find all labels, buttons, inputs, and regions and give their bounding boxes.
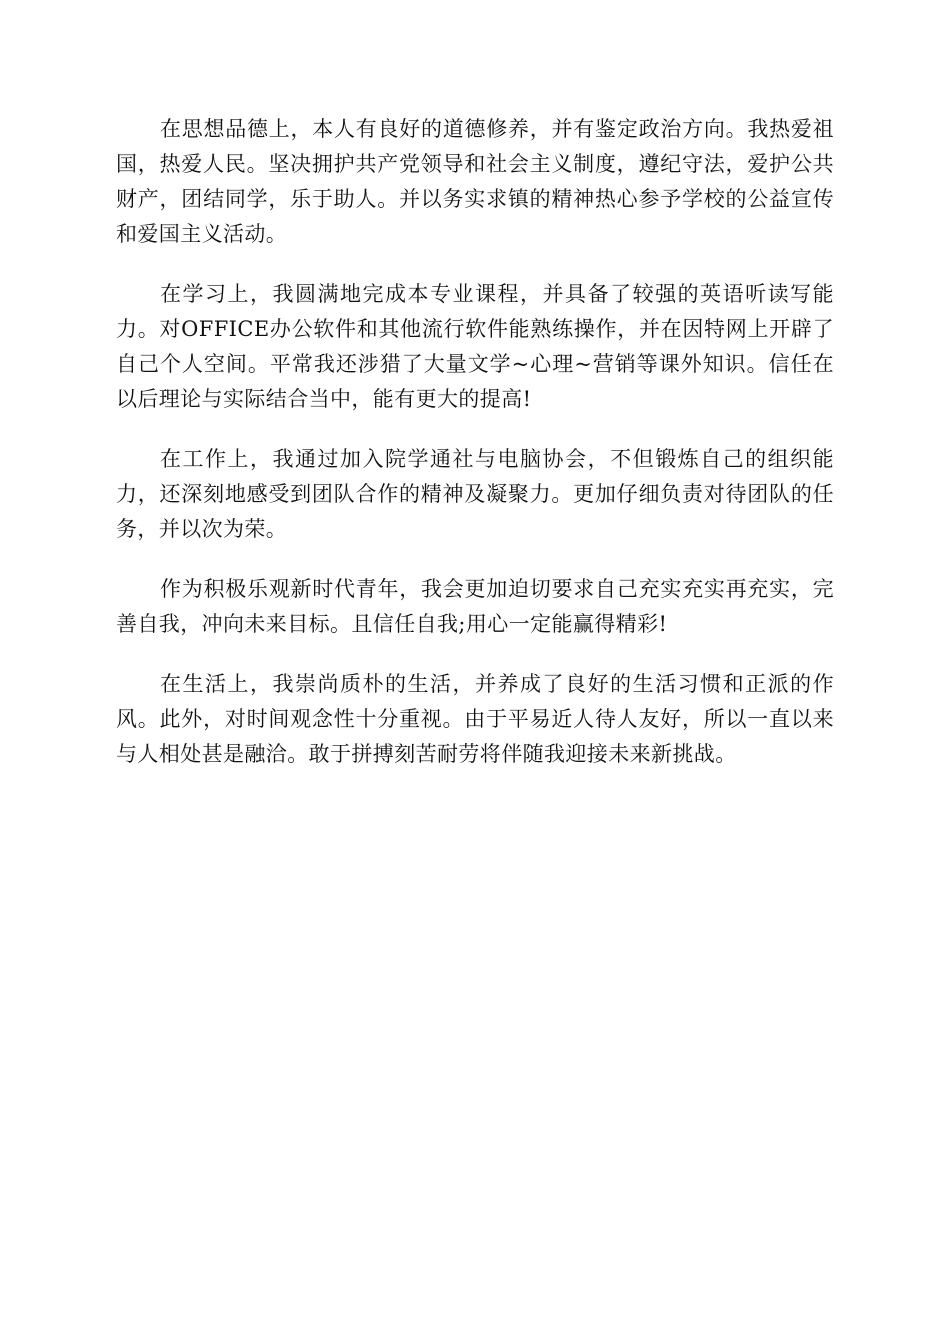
paragraph-life: 在生活上，我崇尚质朴的生活，并养成了良好的生活习惯和正派的作风。此外，对时间观念性十分重视。由于平易近人待人友好，所以一直以来与人相处甚是融洽。敢于拼搏刻苦耐劳将伴随我迎接未来新挑战。	[116, 672, 834, 766]
paragraph-moral: 在思想品德上，本人有良好的道德修养，并有鉴定政治方向。我热爱祖国，热爱人民。坚决拥护共产党领导和社会主义制度，遵纪守法，爱护公共财产，团结同学，乐于助人。并以务实求镇的精神热心参予学校的公益宣传和爱国主义活动。	[116, 117, 834, 246]
paragraph-study: 在学习上，我圆满地完成本专业课程，并具备了较强的英语听读写能力。对OFFICE办公软件和其他流行软件能熟练操作，并在因特网上开辟了自己个人空间。平常我还涉猎了大量文学~心理~营销等课外知识。信任在以后理论与实际结合当中，能有更大的提高!	[116, 282, 834, 411]
paragraph-work: 在工作上，我通过加入院学通社与电脑协会，不但锻炼自己的组织能力，还深刻地感受到团队合作的精神及凝聚力。更加仔细负责对待团队的任务，并以次为荣。	[116, 447, 834, 541]
document-body	[116, 112, 834, 797]
paragraph-goals: 作为积极乐观新时代青年，我会更加迫切要求自己充实充实再充实，完善自我，冲向未来目标。且信任自我;用心一定能赢得精彩!	[116, 577, 834, 636]
